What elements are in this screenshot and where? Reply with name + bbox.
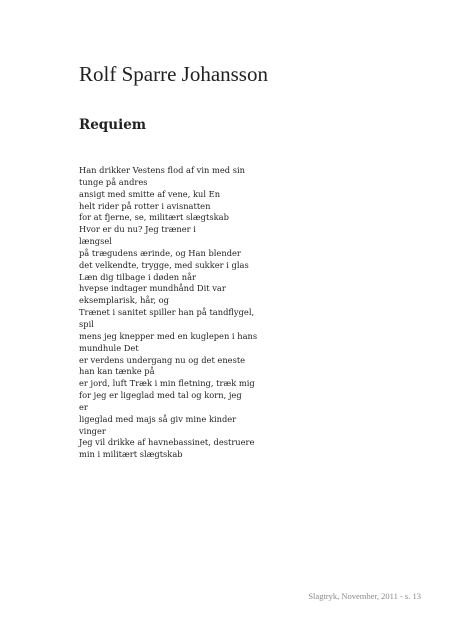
poem-line: for jeg er ligeglad med tal og korn, jeg (79, 390, 242, 401)
poem-line: på trægudens ærinde, og Han blender (79, 247, 241, 258)
poem-line: han kan tænke på (79, 366, 155, 377)
poem-line: ansigt med smitte af vene, kul En (79, 188, 221, 199)
poem-line: er (79, 401, 88, 412)
poem-line: er verdens undergang nu og det eneste (79, 354, 246, 365)
poem-line: spil (79, 318, 94, 329)
poem-line: hvepse indtager mundhånd Dit var (79, 283, 226, 294)
poem-line: er jord, luft Træk i min fletning, træk mig (79, 378, 255, 389)
poem-line: Han drikker Vestens flod af vin med sin (79, 165, 245, 175)
poem-line: min i militært slægtskab (79, 449, 183, 460)
poem-line: mens jeg knepper med en kuglepen i hans (79, 330, 258, 341)
poem-line: for at fjerne, se, militært slægtskab (79, 212, 229, 223)
poem-line: tunge på andres (79, 176, 148, 187)
poem-line: det velkendte, trygge, med sukker i glas (79, 259, 249, 270)
poem-title: Requiem (79, 117, 147, 133)
poem-line: Trænet i sanitet spiller han på tandflygel, (79, 307, 255, 318)
author-name: Rolf Sparre Johansson (79, 62, 268, 86)
poem-line: længsel (79, 236, 112, 247)
poem-line: ligeglad med majs så giv mine kinder (79, 413, 237, 424)
poem-line: Jeg vil drikke af havnebassinet, destruere (79, 437, 255, 448)
page-footer: Slagtryk, November, 2011 - s. 13 (308, 591, 421, 601)
poem-line: eksemplarisk, hår, og (79, 295, 169, 306)
poem-line: Læn dig tilbage i døden når (79, 271, 197, 282)
poem-line: vinger (79, 425, 106, 436)
poem-line: helt rider på rotter i avisnatten (79, 200, 211, 211)
poem-body (79, 165, 379, 461)
poem-line: mundhule Det (79, 342, 139, 353)
poem-line: Hvor er du nu? Jeg træner i (79, 224, 196, 235)
